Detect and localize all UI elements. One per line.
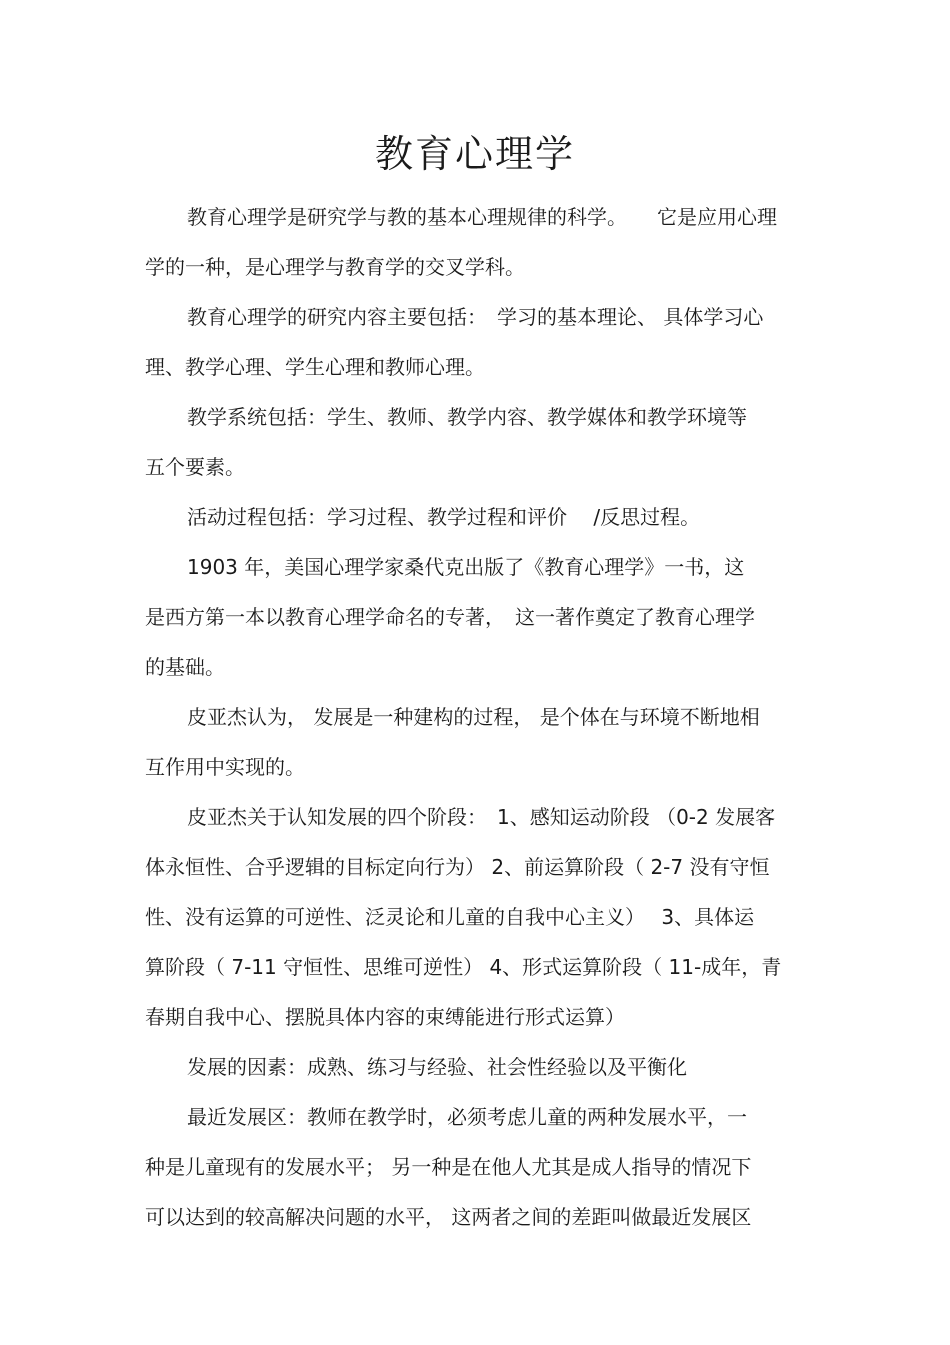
paragraph-line: 是西方第一本以教育心理学命名的专著， 这一著作奠定了教育心理学 (145, 605, 755, 629)
paragraph-line: 五个要素。 (145, 455, 245, 479)
paragraph-line: 教学系统包括：学生、教师、教学内容、教学媒体和教学环境等 (187, 405, 747, 429)
paragraph-line: 可以达到的较高解决问题的水平， 这两者之间的差距叫做最近发展区 (145, 1205, 752, 1229)
paragraph-line: 互作用中实现的。 (145, 755, 305, 779)
paragraph-line: 体永恒性、合乎逻辑的目标定向行为） 2、前运算阶段（ 2-7 没有守恒 (145, 855, 770, 879)
paragraph-line: 教育心理学的研究内容主要包括： 学习的基本理论、 具体学习心 (187, 305, 764, 329)
paragraph-line: 皮亚杰认为， 发展是一种建构的过程， 是个体在与环境不断地相 (187, 705, 760, 729)
paragraph-line: 算阶段（ 7-11 守恒性、思维可逆性） 4、形式运算阶段（ 11-成年，青 (145, 955, 782, 979)
paragraph-line: 理、教学心理、学生心理和教师心理。 (145, 355, 485, 379)
paragraph-line: 最近发展区：教师在教学时，必须考虑儿童的两种发展水平，一 (187, 1105, 747, 1129)
paragraph-line: 性、没有运算的可逆性、泛灵论和儿童的自我中心主义） 3、具体运 (145, 905, 755, 929)
paragraph-line: 学的一种，是心理学与教育学的交叉学科。 (145, 255, 525, 279)
paragraph-line: 皮亚杰关于认知发展的四个阶段： 1、感知运动阶段 （0-2 发展客 (187, 805, 776, 829)
paragraph-line: 1903 年，美国心理学家桑代克出版了《教育心理学》一书，这 (187, 555, 745, 579)
paragraph-line: 的基础。 (145, 655, 225, 679)
paragraph-line: 春期自我中心、摆脱具体内容的束缚能进行形式运算） (145, 1005, 625, 1029)
paragraph-line: 教育心理学是研究学与教的基本心理规律的科学。 它是应用心理 (187, 205, 777, 229)
document-title: 教育心理学 (374, 132, 575, 176)
paragraph-line: 活动过程包括：学习过程、教学过程和评价 /反思过程。 (187, 505, 701, 529)
paragraph-line: 种是儿童现有的发展水平； 另一种是在他人尤其是成人指导的情况下 (145, 1155, 752, 1179)
paragraph-line: 发展的因素：成熟、练习与经验、社会性经验以及平衡化 (187, 1055, 687, 1079)
